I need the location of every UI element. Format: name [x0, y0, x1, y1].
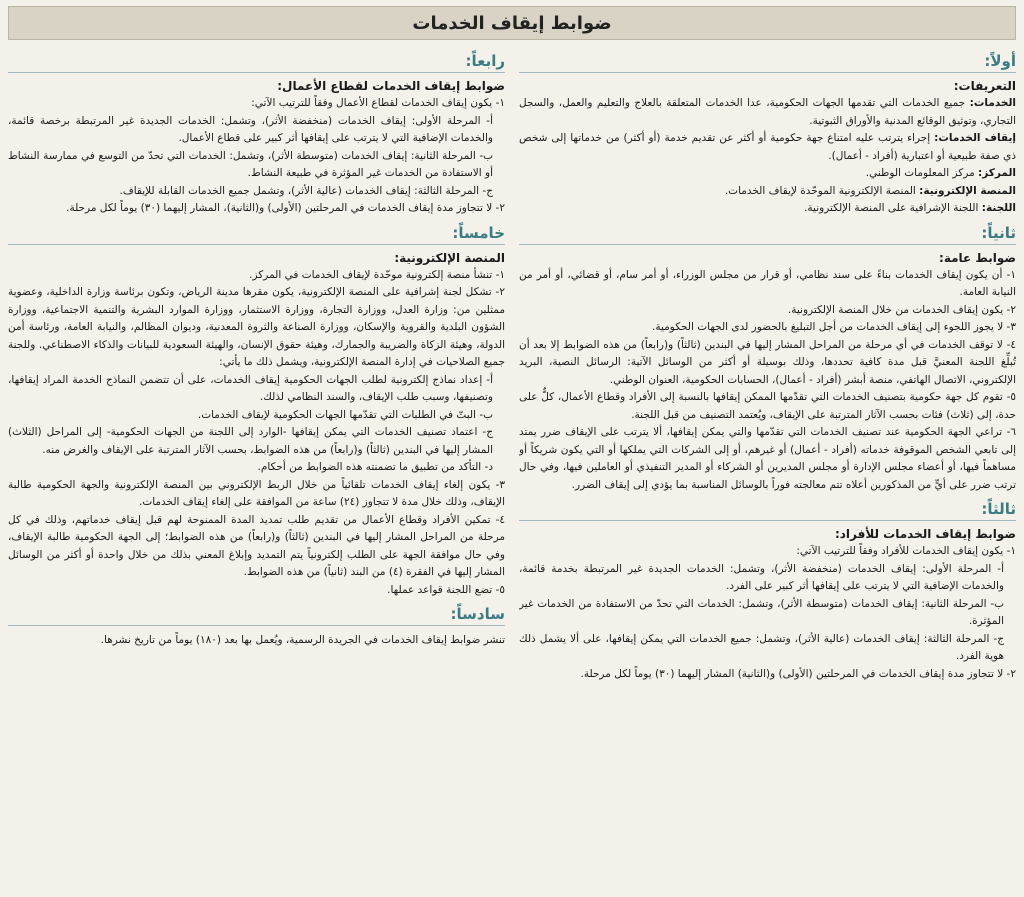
list-item: تنشر ضوابط إيقاف الخدمات في الجريدة الرسمية، ويُعمل بها بعد (١٨٠) يوماً من تاريخ نشرها. — [100, 634, 505, 646]
list-subitem: ج- المرحلة الثالثة: إيقاف الخدمات (عالية الأثر)، وتشمل: جميع الخدمات التي يمكن إيقافها، على ألا يشمل ذلك هوية الفرد. — [519, 632, 1004, 662]
section-4-heading: رابعاً: — [8, 52, 505, 73]
definition-text: اللجنة الإشرافية على المنصة الإلكترونية. — [804, 202, 979, 214]
left-column — [8, 46, 505, 891]
section-2-subheading: ضوابط عامة: — [939, 250, 1016, 265]
list-item: ١- يكون إيقاف الخدمات لقطاع الأعمال وفقاً للترتيب الآتي: — [251, 97, 505, 109]
definition-item — [519, 130, 1016, 165]
list-item: ١- يكون إيقاف الخدمات للأفراد وفقاً للترتيب الآتي: — [796, 545, 1016, 557]
list-item: ١- تنشأ منصة إلكترونية موحّدة لإيقاف الخدمات في المركز. — [249, 268, 505, 281]
definition-item — [519, 183, 1016, 201]
section-2-heading: ثانياً: — [519, 224, 1016, 245]
definition-term: اللجنة: — [981, 202, 1016, 214]
definition-text: جميع الخدمات التي تقدمها الجهات الحكومية، عدا الخدمات المتعلقة بالعلاج والتعليم والعمل، والسجل التجاري، وتوثيق الوقائع المدنية والأوراق الثبوتية. — [519, 97, 1016, 127]
list-item: ٥- تضع اللجنة قواعد عملها. — [387, 583, 505, 596]
section-5-heading: خامساً: — [8, 224, 505, 245]
definition-text: المنصة الإلكترونية الموحّدة لإيقاف الخدمات. — [724, 184, 916, 197]
list-item: ١- أن يكون إيقاف الخدمات بناءً على سند نظامي، أو قرار من مجلس الوزراء، أو أمر سام، أو قضائي، أو أمر من النيابة العامة. — [519, 268, 1016, 298]
list-subitem: ج- اعتماد تصنيف الخدمات التي يمكن إيقافها -الوارد إلى اللجنة من الجهات الحكومية- إلى المراحل (الثلاث) المشار إليها في البندين (ثالثاً) و(رابعاً) من هذه الضوابط، بحسب الآثار المترتبة على الإيقاف والغرض منه. — [8, 426, 493, 456]
list-subitem: أ- إعداد نماذج إلكترونية لطلب الجهات الحكومية إيقاف الخدمات، على أن تتضمن النماذج الخدمة المراد إيقافها، وتصنيفها، وسبب طلب الإيقاف، والسند النظامي لذلك. — [8, 373, 493, 403]
list-subitem: أ- المرحلة الأولى: إيقاف الخدمات (منخفضة الأثر)، وتشمل: الخدمات الجديدة غير المرتبطة برخصة قائمة، والخدمات الإضافية التي لا يترتب على إيقافها أثر كبير على قطاع الأعمال. — [8, 114, 493, 144]
list-item: ٥- تقوم كل جهة حكومية بتصنيف الخدمات التي تقدّمها الممكن إيقافها بالنسبة إلى الأفراد وقطاع الأعمال، كلٌّ على حدة، إلى (ثلاث) فئات بحسب الآثار المترتبة على الإيقاف، ويُعتمد التصنيف من قبل اللجنة. — [519, 391, 1016, 421]
section-1-heading: أولاً: — [519, 52, 1016, 73]
definition-item — [519, 95, 1016, 130]
list-item: ٢- تشكل لجنة إشرافية على المنصة الإلكترونية، يكون مقرها مدينة الرياض، وتكون برئاسة وزارة الداخلية، وعضوية ممثلين من: وزارة العدل، ووزارة التجارة، ووزارة الاستثمار، ووزارة الموارد البشرية والتنمية الاجتماعية، ووزارة الشؤون البلدية والقروية والإسكان، ووزارة الصناعة والثروة المعدنية، وديوان المظالم، والنيابة العامة، ورئاسة أمن الدولة، وهيئة الزكاة والضريبة والجمارك، وهيئة حقوق الإنسان، والهيئة السعودية للبيانات والذكاء الاصطناعي. وللجنة جميع الصلاحيات في إدارة المنصة الإلكترونية، ويشمل ذلك ما يأتي: — [8, 286, 505, 368]
document-title — [8, 6, 1016, 40]
list-item: ٢- لا تتجاوز مدة إيقاف الخدمات في المرحلتين (الأولى) و(الثانية)، المشار إليهما (٣٠) يوماً لكل مرحلة. — [66, 202, 505, 214]
list-subitem: ب- المرحلة الثانية: إيقاف الخدمات (متوسطة الأثر)، وتشمل: الخدمات التي تحدّ من الاستفادة من الخدمات غير المؤثرة. — [519, 597, 1004, 627]
definition-term: إيقاف الخدمات: — [934, 132, 1016, 144]
section-3-subheading: ضوابط إيقاف الخدمات للأفراد: — [834, 527, 1016, 541]
definition-term: المركز: — [978, 167, 1016, 179]
section-5-subheading: المنصة الإلكترونية: — [394, 250, 505, 265]
list-item: ٣- لا يجوز اللجوء إلى إيقاف الخدمات من أجل التبليغ بالحضور لدى الجهات الحكومية. — [652, 321, 1016, 333]
definition-text: إجراء يترتب عليه امتناع جهة حكومية أو أكثر عن تقديم خدمة (أو أكثر) من خدماتها إلى شخص ذي صفة طبيعية أو اعتبارية (أفراد - أعمال). — [519, 132, 1016, 162]
section-4-subheading: ضوابط إيقاف الخدمات لقطاع الأعمال: — [277, 79, 505, 93]
section-3-heading: ثالثاً: — [519, 500, 1016, 521]
title-text: ضوابط إيقاف الخدمات — [412, 12, 612, 34]
list-item: ٦- تراعي الجهة الحكومية عند تصنيف الخدمات التي تقدّمها والتي يمكن إيقافها، ألا يترتب على الإيقاف ضرر يمتد إلى تابعي الشخص الموقوفة خدماته (أفراد - أعمال) أو غيرهم، أو إلى الشركات التي يملكها أو التي يكون شريكاً أو مساهماً فيها، أو أعضاء مجلس الإدارة أو مجلس المديرين أو الشركاء أو المدير التنفيذي أو العاملين فيها، وفي حال ترتب ضرر على أيٍّ من المذكورين أعلاه تتم معالجته فوراً بالوسائل المناسبة بما يؤدي إلى إيقاف الضرر. — [519, 426, 1016, 491]
definition-item — [519, 165, 1016, 183]
list-subitem: أ- المرحلة الأولى: إيقاف الخدمات (منخفضة الأثر)، وتشمل: الخدمات الجديدة غير المرتبطة بخدمة قائمة، والخدمات الإضافية التي لا يترتب على إيقافها أثر كبير على الفرد. — [519, 562, 1004, 592]
section-6-heading: سادساً: — [8, 605, 505, 626]
list-subitem: ب- المرحلة الثانية: إيقاف الخدمات (متوسطة الأثر)، وتشمل: الخدمات التي تحدّ من التوسع في ممارسة النشاط أو الاستفادة من الخدمات غير المؤثرة في طبيعة النشاط. — [8, 149, 493, 179]
definition-term: المنصة الإلكترونية: — [919, 184, 1016, 197]
definition-item — [519, 200, 1016, 218]
columns — [8, 46, 1016, 891]
list-item: ٢- يكون إيقاف الخدمات من خلال المنصة الإلكترونية. — [787, 303, 1016, 316]
section-1-subheading: التعريفات: — [953, 79, 1016, 93]
list-subitem: ب- البتّ في الطلبات التي تقدّمها الجهات الحكومية لإيقاف الخدمات. — [197, 408, 493, 421]
right-column — [519, 46, 1016, 891]
list-subitem: ج- المرحلة الثالثة: إيقاف الخدمات (عالية الأثر)، وتشمل جميع الخدمات القابلة للإيقاف. — [119, 184, 493, 197]
list-item: ٤- تمكين الأفراد وقطاع الأعمال من تقديم طلب تمديد المدة الممنوحة لهم قبل إيقاف خدماتهم، وذلك في كل مرحلة من المراحل المشار إليها في البندين (ثالثاً) و(رابعاً) من هذه الضوابط؛ إلى الجهة الحكومية طالبة الإيقاف، وفي حال موافقة الجهة على الطلب إلكترونياً يتم التمديد وإبلاغ المعني بذلك من خلال واحدة أو أكثر من الوسائل المشار إليها في الفقرة (٤) من البند (ثانياً) من هذه الضوابط. — [8, 513, 505, 578]
list-subitem: د- التأكد من تطبيق ما تضمنته هذه الضوابط من أحكام. — [257, 461, 493, 473]
list-item: ٢- لا تتجاوز مدة إيقاف الخدمات في المرحلتين (الأولى) و(الثانية) المشار إليهما (٣٠) يوماً لكل مرحلة. — [580, 667, 1016, 680]
definition-term: الخدمات: — [969, 97, 1016, 109]
list-item: ٤- لا توقف الخدمات في أي مرحلة من المراحل المشار إليها في البندين (ثالثاً) و(رابعاً) من هذه الضوابط إلا بعد أن تُبلِّغ اللجنة المعنيَّ قبل مدة كافية تحددها، وذلك بوسيلة أو أكثر من الوسائل الآتية: الرسائل النصية، البريد الإلكتروني، الاتصال الهاتفي، منصة أبشر (أفراد - أعمال)، الحسابات الحكومية، العنوان الوطني. — [519, 338, 1016, 386]
definition-text: مركز المعلومات الوطني. — [865, 167, 975, 179]
list-item: ٣- يكون إلغاء إيقاف الخدمات تلقائياً من خلال الربط الإلكتروني بين المنصة الإلكترونية والجهة الحكومية طالبة الإيقاف، وذلك خلال مدة لا تتجاوز (٢٤) ساعة من الموافقة على إلغاء إيقاف الخدمات. — [8, 478, 505, 508]
